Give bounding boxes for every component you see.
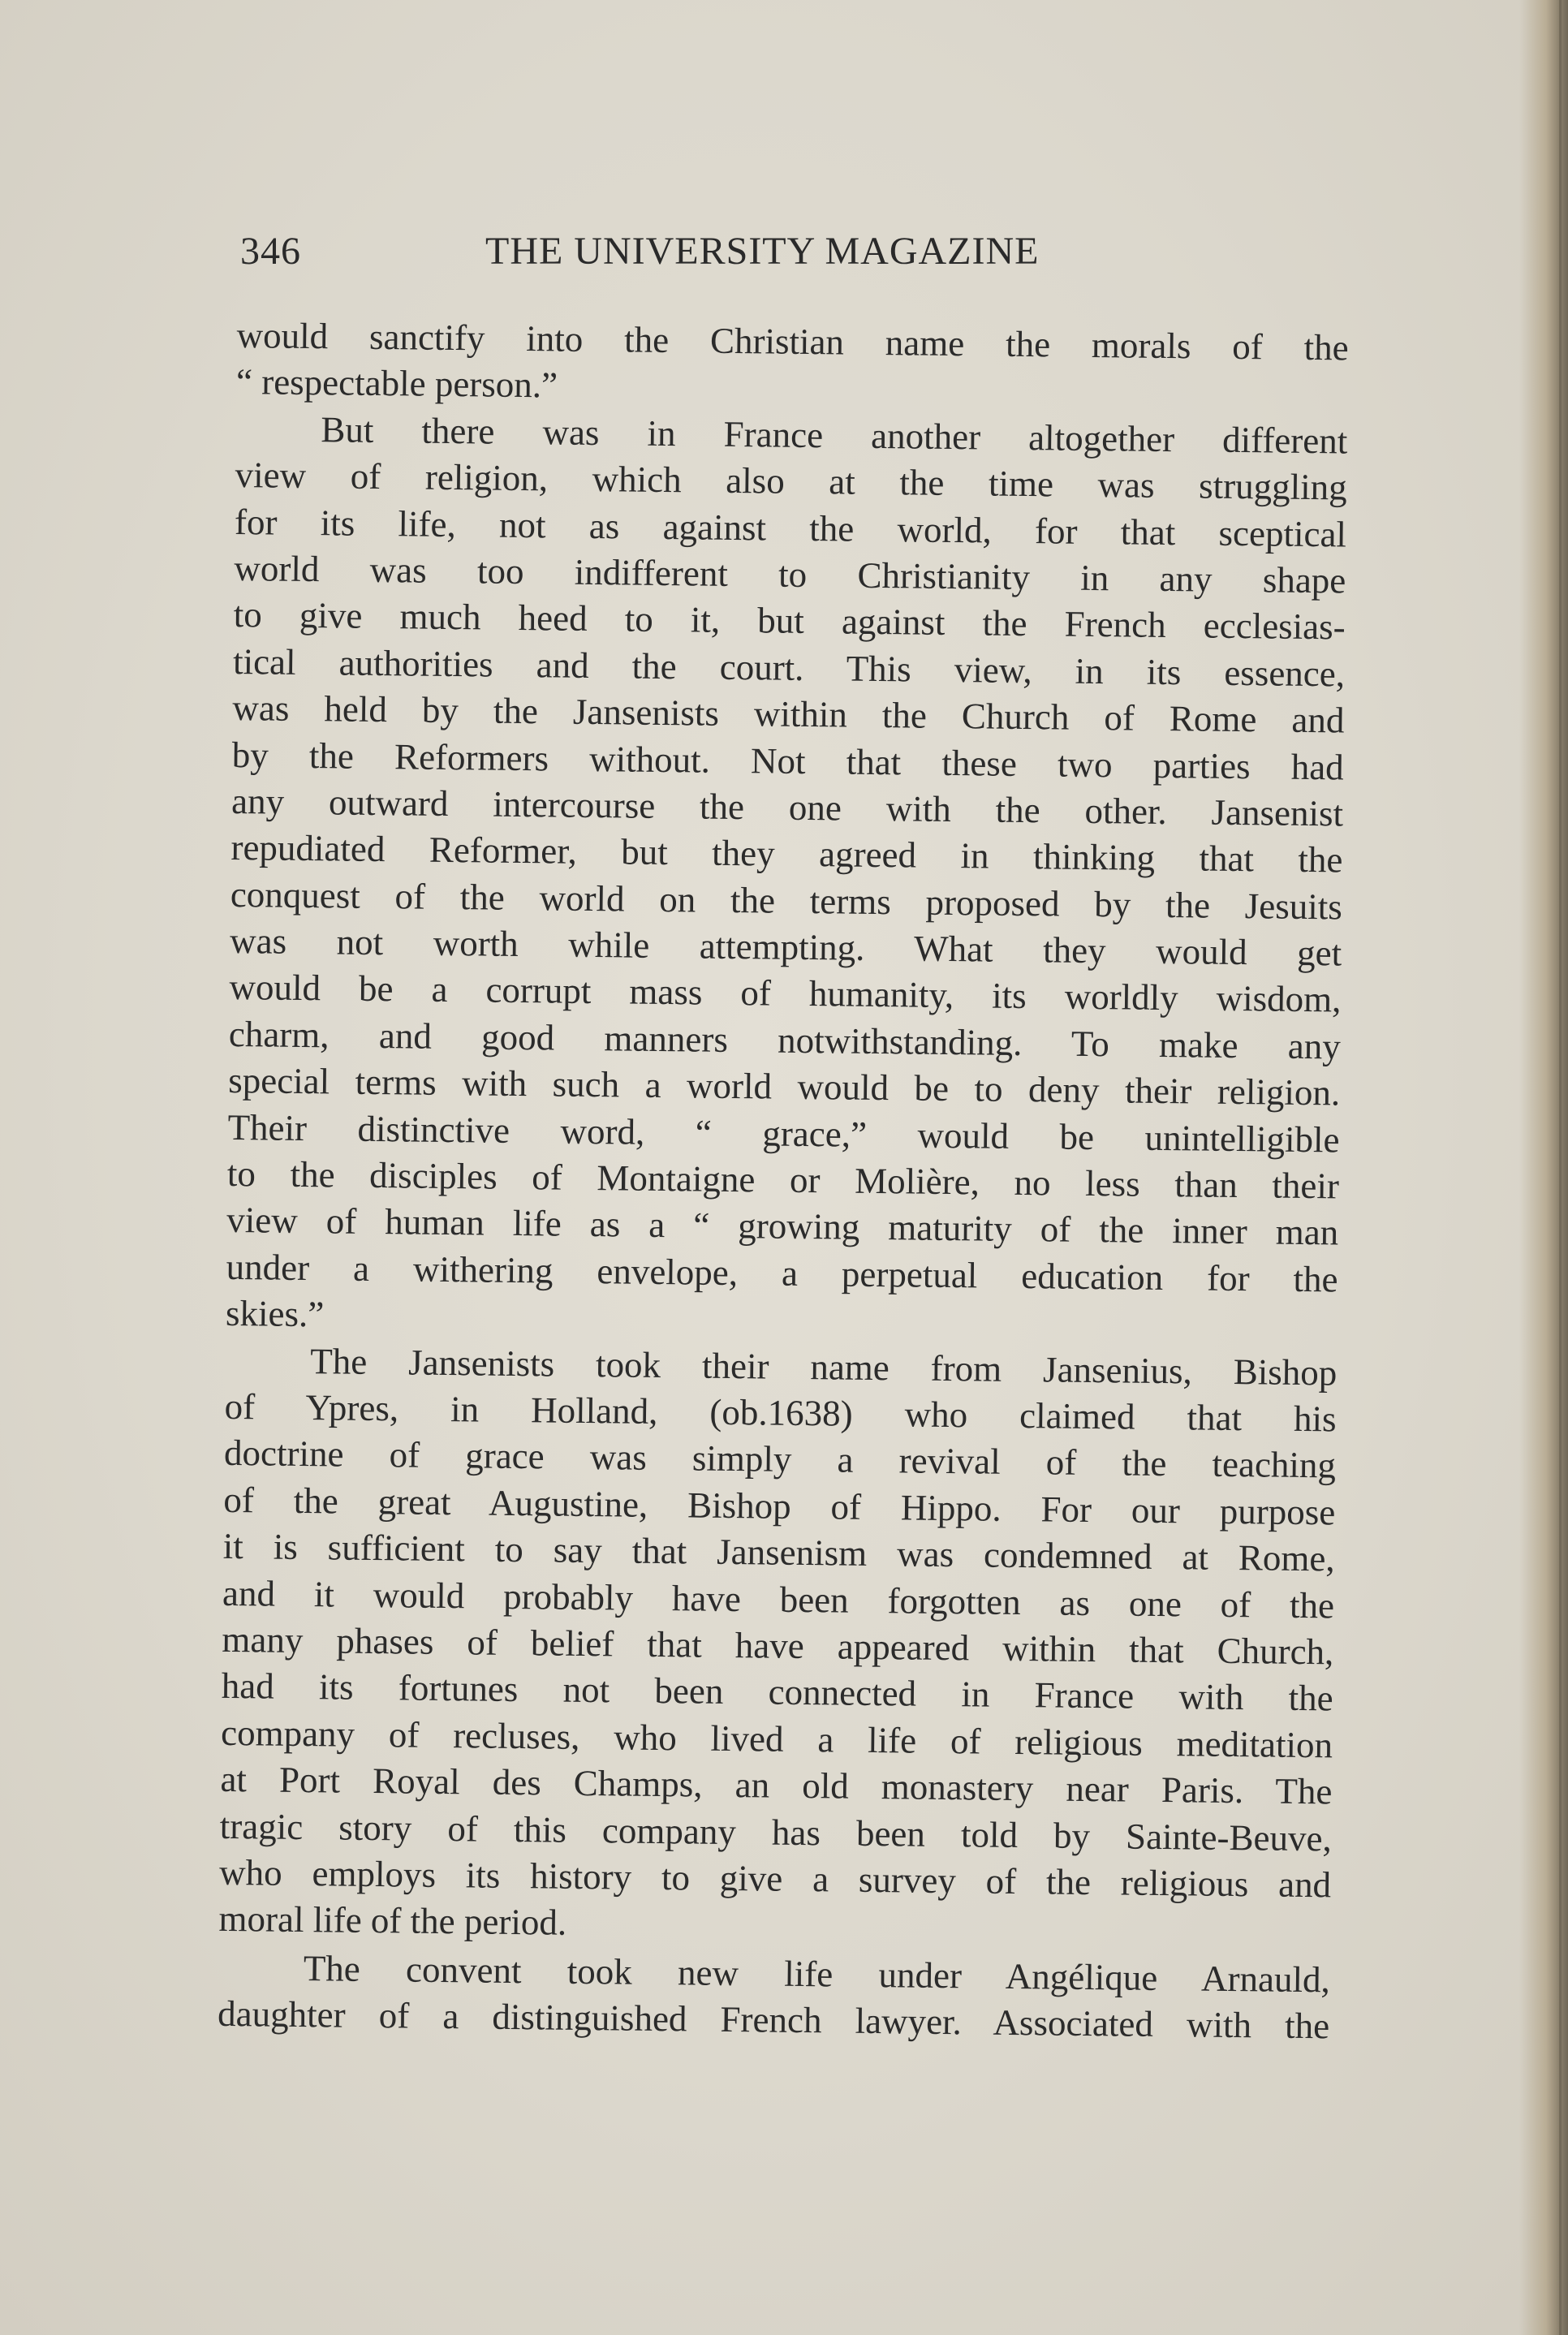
text-line: doctrine of grace was simply a revival of the teaching <box>223 1432 1337 1486</box>
text-line: of the great Augustine, Bishop of Hippo. For our purpose <box>223 1479 1336 1533</box>
page-header <box>240 229 1113 278</box>
text-line: But there was in France another altogether different <box>321 408 1348 462</box>
text-line: moral life of the period. <box>218 1898 567 1944</box>
text-line: under a withering envelope, a perpetual education for the <box>226 1246 1338 1300</box>
text-line: The convent took new life under Angélique Arnauld, <box>303 1947 1331 2001</box>
text-line: was held by the Jansenists within the Church of Rome and <box>232 687 1345 741</box>
text-line: at Port Royal des Champs, an old monastery near Paris. The <box>220 1758 1333 1812</box>
page-number: 346 <box>240 230 301 273</box>
text-line: was not worth while attempting. What they would get <box>229 920 1342 974</box>
text-line: would be a corrupt mass of humanity, its worldly wisdom, <box>229 967 1342 1020</box>
body-text <box>218 312 1349 2050</box>
text-line: special terms with such a world would be to deny their religion. <box>227 1060 1341 1114</box>
text-line: skies.” <box>225 1293 325 1335</box>
text-line: repudiated Reformer, but they agreed in thinking that the <box>230 827 1343 881</box>
text-line: view of human life as a “ growing maturity of the inner man <box>226 1200 1339 1253</box>
running-title: THE UNIVERSITY MAGAZINE <box>485 230 1040 273</box>
text-line: The Jansenists took their name from Jansenius, Bishop <box>310 1340 1338 1394</box>
text-line: many phases of belief that have appeared within that Church, <box>222 1618 1334 1673</box>
text-line: conquest of the world on the terms proposed by the Jesuits <box>230 873 1343 928</box>
text-line: to the disciples of Montaigne or Molière, no less than their <box>226 1152 1340 1207</box>
text-line: “ respectable person.” <box>235 361 558 406</box>
text-line: tical authorities and the court. This view, in its essence, <box>232 640 1346 695</box>
text-line: had its fortunes not been connected in France with the <box>221 1665 1333 1719</box>
text-line: would sanctify into the Christian name the morals of the <box>236 314 1349 368</box>
text-line: of Ypres, in Holland, (ob.1638) who claimed that his <box>224 1385 1337 1440</box>
text-line: any outward intercourse the one with the other. Jansenist <box>230 780 1344 834</box>
text-line: Their distinctive word, “ grace,” would be unintelligible <box>227 1106 1340 1161</box>
text-line: daughter of a distinguished French lawyer. Associated with the <box>217 1993 1330 2047</box>
text-line: charm, and good manners notwithstanding. To make any <box>228 1013 1342 1067</box>
text-line: for its life, not as against the world, for that sceptical <box>234 501 1347 555</box>
text-line: by the Reformers without. Not that these two parties had <box>231 734 1345 788</box>
page-edge-line <box>1559 0 1562 2335</box>
text-line: and it would probably have been forgotten as one of the <box>222 1572 1335 1626</box>
text-line: to give much heed to it, but against the French ecclesias- <box>233 594 1346 648</box>
text-line: who employs its history to give a survey of the religious and <box>218 1851 1332 1906</box>
text-line: tragic story of this company has been told by Sainte-Beuve, <box>219 1805 1333 1859</box>
text-line: it is sufficient to say that Jansenism was condemned at Rome, <box>222 1526 1335 1579</box>
text-line: view of religion, which also at the time was struggling <box>235 455 1347 508</box>
text-line: world was too indifferent to Christianity in any shape <box>234 547 1346 601</box>
text-line: company of recluses, who lived a life of religious meditation <box>220 1712 1333 1766</box>
